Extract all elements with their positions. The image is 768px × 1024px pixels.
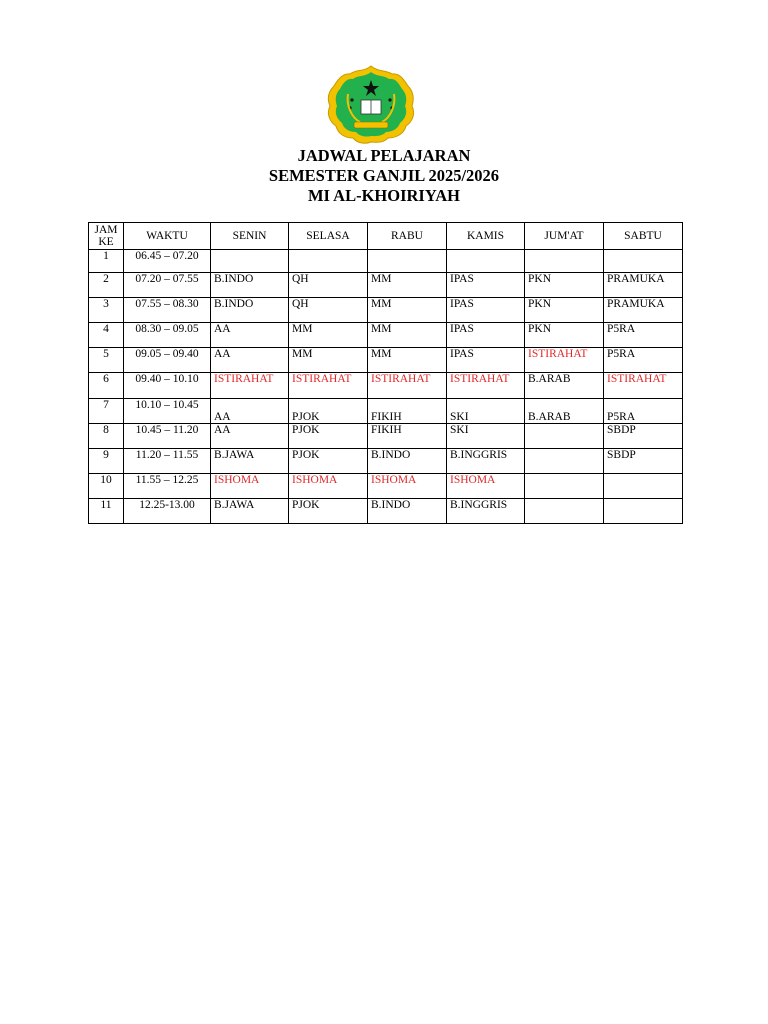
- cell-jumat: [525, 449, 604, 474]
- cell-rabu: B.INDO: [368, 449, 447, 474]
- cell-senin: AA: [211, 323, 289, 348]
- table-row: [89, 323, 683, 348]
- cell-rabu: FIKIH: [368, 424, 447, 449]
- table-header-row: [89, 223, 683, 250]
- cell-waktu: 07.55 – 08.30: [124, 298, 211, 323]
- cell-waktu: 12.25-13.00: [124, 499, 211, 524]
- cell-sabtu: SBDP: [604, 424, 683, 449]
- header-selasa: SELASA: [289, 223, 368, 250]
- table-row: [89, 499, 683, 524]
- cell-senin: ISTIRAHAT: [211, 373, 289, 399]
- cell-kamis: IPAS: [447, 348, 525, 373]
- cell-waktu: 10.45 – 11.20: [124, 424, 211, 449]
- cell-selasa: QH: [289, 273, 368, 298]
- table-row: [89, 348, 683, 373]
- cell-selasa: MM: [289, 323, 368, 348]
- cell-selasa: PJOK: [289, 424, 368, 449]
- table-row: [89, 250, 683, 273]
- cell-jumat: [525, 499, 604, 524]
- cell-sabtu: SBDP: [604, 449, 683, 474]
- header-sabtu: SABTU: [604, 223, 683, 250]
- cell-jumat: [525, 250, 604, 273]
- header-waktu: WAKTU: [124, 223, 211, 250]
- cell-selasa: MM: [289, 348, 368, 373]
- cell-selasa: QH: [289, 298, 368, 323]
- title-line-3: MI AL-KHOIRIYAH: [307, 186, 461, 205]
- cell-jam-ke: 1: [89, 250, 124, 273]
- cell-sabtu: ISTIRAHAT: [604, 373, 683, 399]
- table-row: [89, 373, 683, 399]
- cell-kamis: SKI: [447, 424, 525, 449]
- table-row: [89, 474, 683, 499]
- cell-jam-ke: 6: [89, 373, 124, 399]
- cell-jumat: ISTIRAHAT: [525, 348, 604, 373]
- header-rabu: RABU: [368, 223, 447, 250]
- cell-jam-ke: 8: [89, 424, 124, 449]
- cell-jumat: PKN: [525, 323, 604, 348]
- school-emblem-icon: [326, 64, 416, 144]
- cell-waktu: 09.05 – 09.40: [124, 348, 211, 373]
- cell-jam-ke: 3: [89, 298, 124, 323]
- document-title: [0, 146, 768, 206]
- cell-jam-ke: 7: [89, 399, 124, 424]
- cell-kamis: IPAS: [447, 273, 525, 298]
- cell-kamis: IPAS: [447, 298, 525, 323]
- cell-kamis: B.INGGRIS: [447, 449, 525, 474]
- cell-rabu: FIKIH: [368, 399, 447, 424]
- cell-kamis: [447, 250, 525, 273]
- cell-waktu: 08.30 – 09.05: [124, 323, 211, 348]
- cell-sabtu: [604, 474, 683, 499]
- cell-selasa: ISHOMA: [289, 474, 368, 499]
- cell-selasa: PJOK: [289, 449, 368, 474]
- cell-jumat: [525, 474, 604, 499]
- cell-rabu: ISHOMA: [368, 474, 447, 499]
- cell-senin: AA: [211, 399, 289, 424]
- cell-jam-ke: 11: [89, 499, 124, 524]
- cell-sabtu: P5RA: [604, 323, 683, 348]
- header-jumat: JUM'AT: [525, 223, 604, 250]
- cell-selasa: PJOK: [289, 399, 368, 424]
- cell-senin: B.INDO: [211, 273, 289, 298]
- cell-jumat: PKN: [525, 298, 604, 323]
- schedule-body: [89, 250, 683, 524]
- cell-senin: AA: [211, 424, 289, 449]
- cell-rabu: B.INDO: [368, 499, 447, 524]
- cell-rabu: MM: [368, 348, 447, 373]
- cell-senin: AA: [211, 348, 289, 373]
- header-senin: SENIN: [211, 223, 289, 250]
- cell-waktu: 07.20 – 07.55: [124, 273, 211, 298]
- cell-senin: B.JAWA: [211, 499, 289, 524]
- cell-jam-ke: 2: [89, 273, 124, 298]
- cell-sabtu: PRAMUKA: [604, 273, 683, 298]
- cell-waktu: 11.55 – 12.25: [124, 474, 211, 499]
- cell-jam-ke: 4: [89, 323, 124, 348]
- cell-kamis: IPAS: [447, 323, 525, 348]
- cell-waktu: 06.45 – 07.20: [124, 250, 211, 273]
- cell-rabu: MM: [368, 273, 447, 298]
- cell-jam-ke: 9: [89, 449, 124, 474]
- cell-kamis: B.INGGRIS: [447, 499, 525, 524]
- cell-sabtu: [604, 250, 683, 273]
- cell-jam-ke: 10: [89, 474, 124, 499]
- table-row: [89, 424, 683, 449]
- schedule-table: [88, 222, 683, 524]
- cell-kamis: ISTIRAHAT: [447, 373, 525, 399]
- table-row: [89, 399, 683, 424]
- cell-jumat: [525, 424, 604, 449]
- cell-rabu: MM: [368, 298, 447, 323]
- school-logo: [326, 64, 416, 144]
- cell-senin: [211, 250, 289, 273]
- cell-selasa: [289, 250, 368, 273]
- table-row: [89, 449, 683, 474]
- cell-waktu: 11.20 – 11.55: [124, 449, 211, 474]
- cell-sabtu: P5RA: [604, 348, 683, 373]
- cell-jumat: B.ARAB: [525, 373, 604, 399]
- cell-jumat: PKN: [525, 273, 604, 298]
- cell-senin: B.INDO: [211, 298, 289, 323]
- header-kamis: KAMIS: [447, 223, 525, 250]
- cell-kamis: SKI: [447, 399, 525, 424]
- table-row: [89, 298, 683, 323]
- cell-jam-ke: 5: [89, 348, 124, 373]
- cell-selasa: ISTIRAHAT: [289, 373, 368, 399]
- cell-jumat: B.ARAB: [525, 399, 604, 424]
- cell-sabtu: P5RA: [604, 399, 683, 424]
- title-line-1: JADWAL PELAJARAN: [297, 146, 471, 165]
- cell-selasa: PJOK: [289, 499, 368, 524]
- cell-senin: B.JAWA: [211, 449, 289, 474]
- cell-rabu: [368, 250, 447, 273]
- header-jam-ke: JAM KE: [89, 223, 124, 250]
- cell-sabtu: [604, 499, 683, 524]
- cell-rabu: MM: [368, 323, 447, 348]
- cell-sabtu: PRAMUKA: [604, 298, 683, 323]
- cell-rabu: ISTIRAHAT: [368, 373, 447, 399]
- cell-waktu: 09.40 – 10.10: [124, 373, 211, 399]
- cell-kamis: ISHOMA: [447, 474, 525, 499]
- table-row: [89, 273, 683, 298]
- cell-waktu: 10.10 – 10.45: [124, 399, 211, 424]
- cell-senin: ISHOMA: [211, 474, 289, 499]
- title-line-2: SEMESTER GANJIL 2025/2026: [268, 166, 500, 185]
